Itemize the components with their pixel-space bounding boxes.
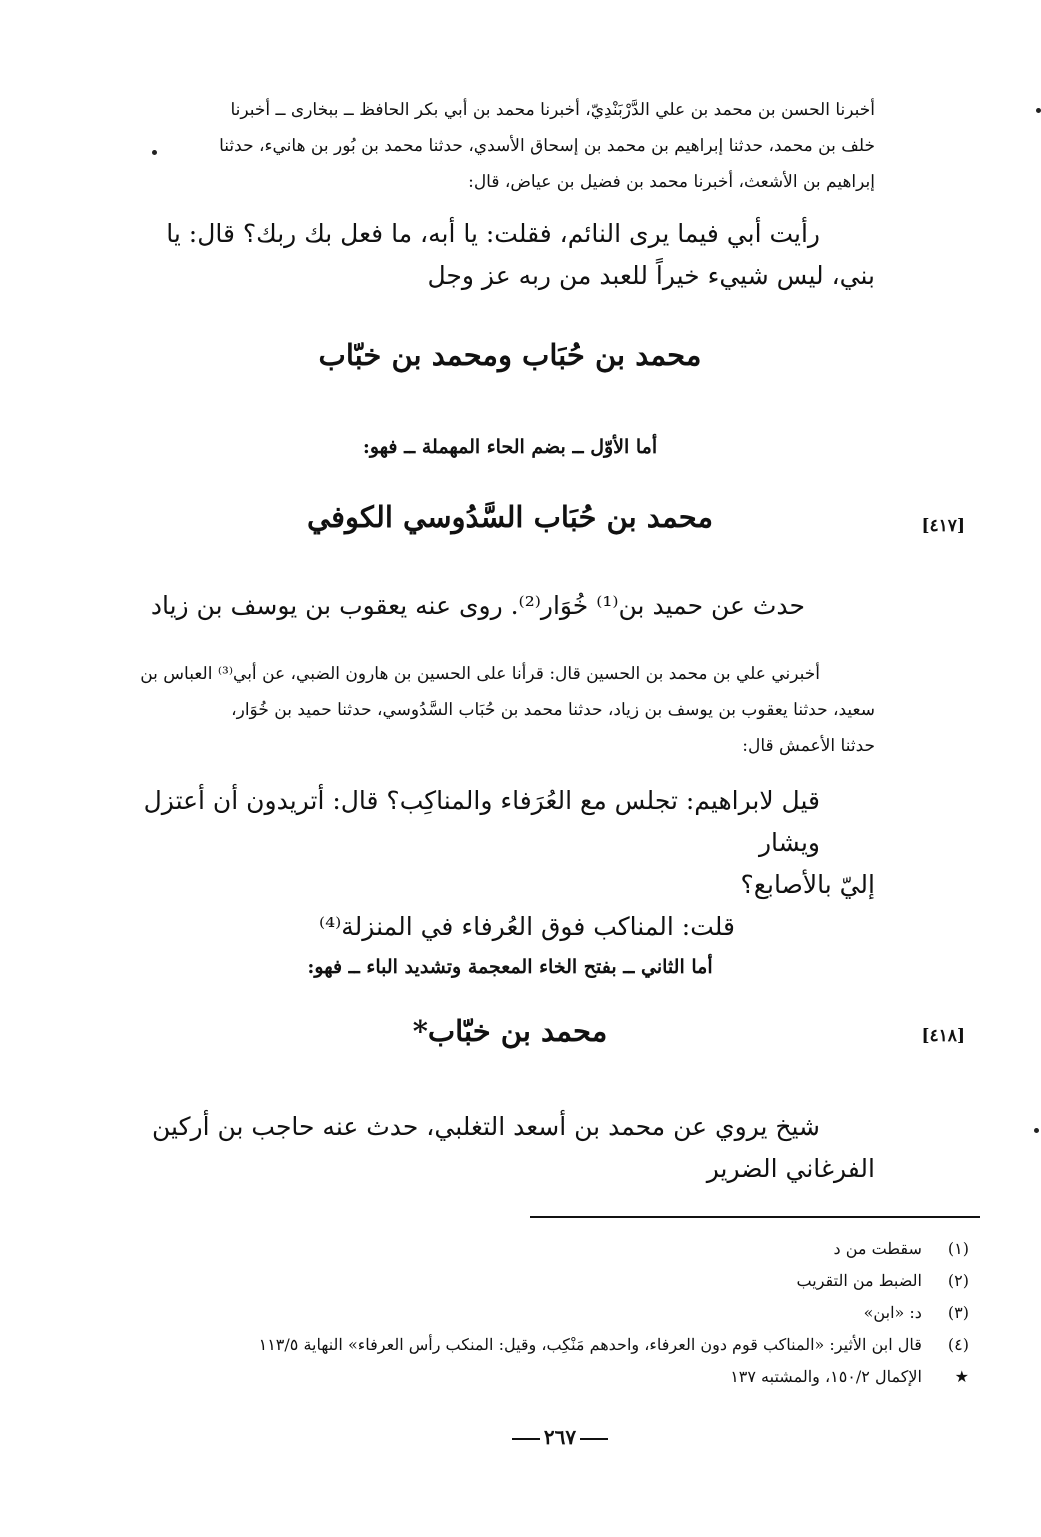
entry-number-418: [٤١٨]	[921, 1026, 965, 1046]
footnote-1	[834, 1238, 969, 1260]
entry-417-isnad	[140, 656, 875, 764]
scan-speck	[1036, 108, 1041, 113]
text-line: الفرغاني الضرير	[706, 1154, 875, 1183]
first-intro: أما الأوّل ــ بضم الحاء المهملة ــ فهو:	[362, 436, 658, 458]
entry-title-418: محمد بن خبّاب*	[412, 1014, 608, 1048]
opening-matn	[140, 213, 875, 297]
footnote-2	[797, 1270, 969, 1292]
matn-line: قلت: المناكب فوق العُرفاء في المنزلة⁽⁴⁾	[318, 912, 735, 941]
matn-line: بني، ليس شييء خيراً للعبد من ربه عز وجل	[427, 261, 875, 290]
footnote-star-icon: ★	[954, 1367, 969, 1386]
matn-line: قيل لابراهيم: تجلس مع العُرَفاء والمناكِب؟ قال: أتريدون أن أعتزل ويشار	[143, 786, 820, 857]
isnad-line: خلف بن محمد، حدثنا إبراهيم بن محمد بن إسحاق الأسدي، حدثنا محمد بن بُور بن هانيء، حدثنا	[219, 136, 875, 156]
footnote-4	[259, 1334, 969, 1356]
isnad-line: سعيد، حدثنا يعقوب بن يوسف بن زياد، حدثنا محمد بن حُبَاب السَّدُوسي، حدثنا حميد بن خُوَار،	[231, 700, 875, 720]
footnote-star	[730, 1366, 969, 1388]
scan-speck	[152, 150, 157, 155]
entry-title-417: محمد بن حُبَاب السَّدُوسي الكوفي	[307, 500, 713, 534]
footnote-separator	[530, 1216, 980, 1218]
footnote-text: د: «ابن»	[863, 1303, 922, 1322]
opening-isnad	[140, 92, 875, 200]
narration-line: حدث عن حميد بن⁽¹⁾ خُوَار⁽²⁾. روى عنه يعقوب بن يوسف بن زياد	[150, 591, 805, 620]
entry-number-417: [٤١٧]	[921, 516, 965, 536]
isnad-line: أخبرني علي بن محمد بن الحسين قال: قرأنا على الحسين بن هارون الضبي، عن أبي⁽³⁾ العباس بن	[140, 664, 820, 684]
footnote-text: الإكمال ١٥٠/٢، والمشتبه ١٣٧	[730, 1367, 922, 1386]
footnote-text: سقطت من د	[833, 1239, 922, 1258]
text-line: شيخ يروي عن محمد بن أسعد التغلبي، حدث عنه حاجب بن أركين	[152, 1112, 820, 1141]
page-number	[470, 1425, 650, 1449]
footnote-text: الضبط من التقريب	[796, 1271, 922, 1290]
footnote-mark: (٢)	[947, 1271, 969, 1290]
isnad-line: حدثنا الأعمش قال:	[742, 736, 875, 756]
footnote-mark: (٣)	[947, 1303, 969, 1322]
page-number-text: ٢٦٧	[543, 1425, 577, 1449]
dash-left	[512, 1438, 540, 1440]
footnote-text: قال ابن الأثير: «المناكب قوم دون العرفاء، واحدهم مَنْكِب، وقيل: المنكب رأس العرفاء» النهاية ١١٣/٥	[258, 1335, 922, 1354]
entry-417-narration	[140, 585, 875, 627]
dash-right	[580, 1438, 608, 1440]
footnote-3	[864, 1302, 969, 1324]
footnote-mark: (١)	[947, 1239, 969, 1258]
isnad-line: إبراهيم بن الأشعث، أخبرنا محمد بن فضيل بن عياض، قال:	[468, 172, 875, 192]
entry-418-text	[140, 1106, 875, 1190]
matn-line: إليّ بالأصابع؟	[740, 870, 875, 899]
matn-line: رأيت أبي فيما يرى النائم، فقلت: يا أبه، ما فعل بك ربك؟ قال: يا	[166, 219, 820, 248]
footnote-mark: (٤)	[947, 1335, 969, 1354]
scan-speck	[1034, 1128, 1039, 1133]
section-title: محمد بن حُبَاب ومحمد بن خبّاب	[318, 338, 702, 372]
isnad-line: أخبرنا الحسن بن محمد بن علي الدَّرْبَنْدِيّ، أخبرنا محمد بن أبي بكر الحافظ ــ ببخارى ــ أخبرنا	[230, 100, 875, 120]
entry-417-matn	[140, 780, 875, 948]
second-intro: أما الثاني ــ بفتح الخاء المعجمة وتشديد الباء ــ فهو:	[307, 956, 713, 978]
